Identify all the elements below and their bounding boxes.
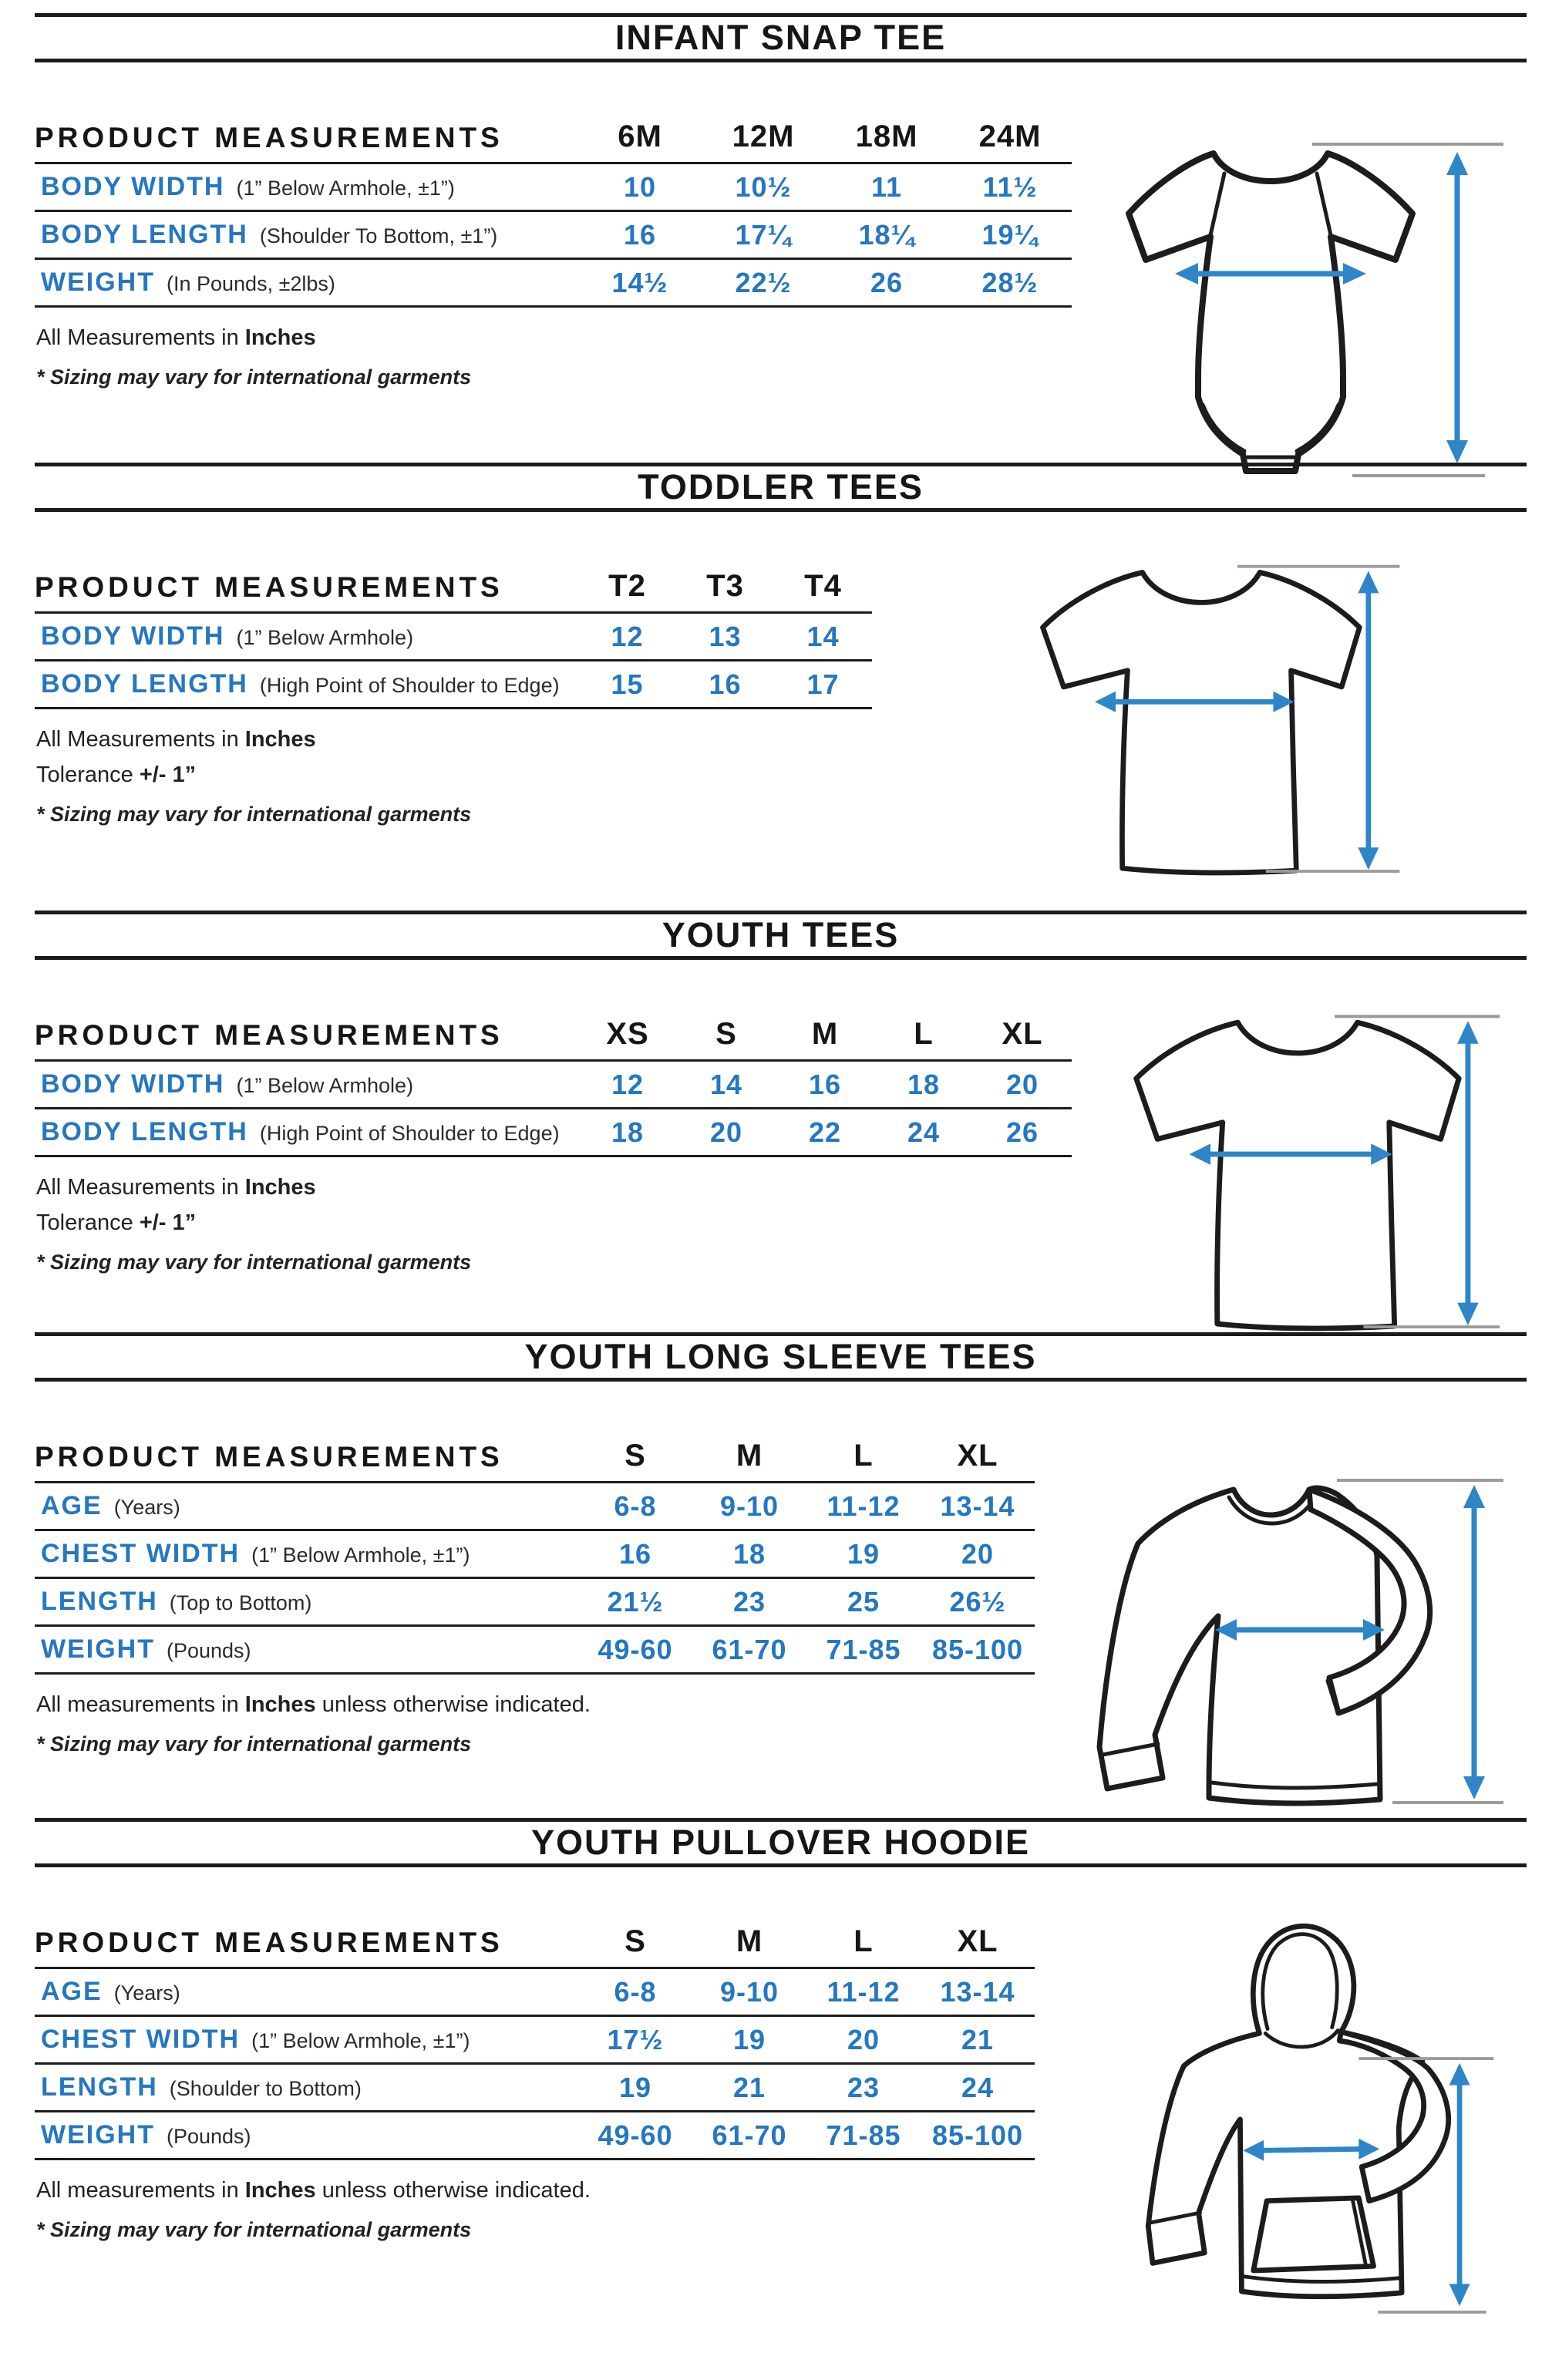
measurement-value: 10½ xyxy=(735,170,792,203)
size-column-header: M xyxy=(811,1017,839,1051)
size-column-header: 12M xyxy=(732,120,795,153)
footnote-text: +/- 1” xyxy=(139,1210,197,1235)
footnote-text: Inches xyxy=(244,2178,316,2203)
measurement-note: (Pounds) xyxy=(166,2125,251,2148)
measurement-value: 71-85 xyxy=(826,1633,901,1665)
measurement-row xyxy=(35,1531,1035,1579)
footnote-text: * Sizing may vary for international garments xyxy=(36,1732,472,1756)
measurement-value: 6-8 xyxy=(614,1490,657,1522)
measurement-value: 21 xyxy=(961,2023,995,2055)
footnote-text: All Measurements in xyxy=(36,1175,245,1200)
section-title: INFANT SNAP TEE xyxy=(614,18,947,57)
size-column-header: T4 xyxy=(804,569,842,603)
garment-illustration xyxy=(1081,112,1513,490)
measurement-label: LENGTH xyxy=(41,2072,158,2102)
measurement-value: 17¼ xyxy=(735,218,792,251)
garment-illustration xyxy=(1083,989,1507,1352)
measurement-value: 16 xyxy=(618,1537,652,1570)
hoodie-illustration-icon xyxy=(1114,1906,1500,2328)
measurement-label: WEIGHT xyxy=(41,2120,155,2149)
measurement-note: (1” Below Armhole, ±1”) xyxy=(251,2029,470,2052)
body-length-arrow-icon xyxy=(1358,571,1379,870)
measurement-label-cell xyxy=(35,1977,578,2007)
measurement-label-cell xyxy=(35,1491,578,1521)
measurement-row xyxy=(35,2065,1035,2112)
table-header-label: PRODUCT MEASUREMENTS xyxy=(35,1927,503,1958)
measurement-value: 22 xyxy=(808,1116,842,1148)
size-column-header: S xyxy=(715,1017,737,1051)
measurements-table xyxy=(35,1432,1035,1675)
measurement-value: 14 xyxy=(709,1068,743,1100)
measurement-note: (Pounds) xyxy=(166,1639,251,1662)
measurement-label: LENGTH xyxy=(41,1587,158,1616)
measurement-value: 17½ xyxy=(607,2023,664,2055)
measurement-value: 18¼ xyxy=(858,218,915,251)
size-column-header: XL xyxy=(957,1924,998,1958)
measurement-label: CHEST WIDTH xyxy=(41,1539,241,1568)
measurement-note: (Years) xyxy=(113,1496,180,1519)
size-column-header: L xyxy=(853,1439,874,1473)
measurement-value: 23 xyxy=(732,1585,766,1618)
size-column-header: 18M xyxy=(855,120,918,153)
measurement-note: (1” Below Armhole, ±1”) xyxy=(251,1543,470,1567)
long-sleeve-tee-illustration-icon xyxy=(1066,1440,1513,1833)
measurement-value: 71-85 xyxy=(826,2119,901,2151)
measurement-label: CHEST WIDTH xyxy=(41,2025,241,2054)
measurement-note: (High Point of Shoulder to Edge) xyxy=(259,1122,560,1145)
measurement-row xyxy=(35,2112,1035,2160)
measurement-label-cell xyxy=(35,669,578,699)
measurement-value: 61-70 xyxy=(712,1633,787,1665)
measurement-note: (Shoulder to Bottom) xyxy=(169,2077,362,2100)
footnote-text: Inches xyxy=(244,727,316,752)
measurement-value: 24 xyxy=(961,2071,995,2103)
section-title-band xyxy=(35,13,1527,62)
footnote-text: * Sizing may vary for international garments xyxy=(36,803,472,826)
size-column-header: M xyxy=(736,1924,763,1958)
onesie-illustration-icon xyxy=(1081,112,1513,490)
measurement-label-cell xyxy=(35,1539,578,1569)
measurement-value: 13-14 xyxy=(940,1490,1015,1522)
measurement-value: 16 xyxy=(623,218,657,251)
measurement-row xyxy=(35,212,1072,260)
measurement-value: 15 xyxy=(611,668,644,700)
measurement-value: 19 xyxy=(618,2071,652,2103)
measurement-value: 20 xyxy=(1005,1068,1039,1100)
measurement-value: 11-12 xyxy=(827,1975,901,2008)
measurement-label-cell xyxy=(35,2025,578,2055)
measurement-value: 21½ xyxy=(607,1585,664,1618)
measurement-row xyxy=(35,164,1072,212)
measurement-note: (1” Below Armhole) xyxy=(236,1074,414,1097)
measurement-value: 13-14 xyxy=(940,1975,1015,2008)
measurement-value: 19¼ xyxy=(981,218,1039,251)
footnote-text: * Sizing may vary for international garments xyxy=(36,365,472,389)
measurement-value: 17 xyxy=(806,668,840,700)
size-column-header: XL xyxy=(957,1439,998,1473)
measurement-note: (1” Below Armhole, ±1”) xyxy=(236,177,455,200)
section-title-band xyxy=(35,1818,1527,1867)
section-title: YOUTH LONG SLEEVE TEES xyxy=(524,1337,1037,1376)
measurement-value: 24 xyxy=(907,1116,941,1148)
measurement-value: 49-60 xyxy=(598,2119,673,2151)
measurement-row xyxy=(35,1483,1035,1531)
measurement-label-cell xyxy=(35,2120,578,2150)
measurement-label-cell xyxy=(35,1634,578,1665)
table-header-label: PRODUCT MEASUREMENTS xyxy=(35,122,503,153)
footnote-text: All Measurements in xyxy=(36,325,245,350)
table-header-row xyxy=(35,1011,1072,1062)
measurement-value: 11-12 xyxy=(827,1490,901,1522)
measurement-value: 18 xyxy=(907,1068,941,1100)
measurement-label-cell xyxy=(35,1069,578,1099)
section-title: TODDLER TEES xyxy=(638,467,924,507)
size-column-header: XS xyxy=(606,1017,649,1051)
measurement-label-cell xyxy=(35,1117,578,1147)
section-youth-tees xyxy=(35,911,1527,1274)
section-title-band xyxy=(35,911,1527,960)
footnote-text: Inches xyxy=(244,1175,316,1200)
table-header-label: PRODUCT MEASUREMENTS xyxy=(35,1441,503,1473)
measurement-row xyxy=(35,2017,1035,2065)
size-column-header: M xyxy=(736,1439,763,1473)
measurement-label: WEIGHT xyxy=(41,1634,155,1664)
measurement-label-cell xyxy=(35,220,578,250)
size-column-header: 6M xyxy=(618,120,662,153)
footnote-text: +/- 1” xyxy=(139,762,197,787)
measurement-row xyxy=(35,260,1072,308)
footnote-text: Inches xyxy=(244,325,316,350)
measurement-value: 21 xyxy=(732,2071,766,2103)
section-infant-snap-tee xyxy=(35,13,1527,389)
measurement-value: 9-10 xyxy=(719,1490,779,1522)
measurement-row xyxy=(35,614,872,661)
footnote-text: Tolerance xyxy=(36,1210,140,1235)
measurement-value: 9-10 xyxy=(719,1975,779,2008)
size-column-header: T3 xyxy=(706,569,744,603)
measurement-value: 23 xyxy=(847,2071,880,2103)
length-arrow-icon xyxy=(1463,1485,1485,1799)
tee-illustration-icon xyxy=(991,540,1407,897)
measurement-note: (Years) xyxy=(113,1981,180,2005)
table-header-label: PRODUCT MEASUREMENTS xyxy=(35,1019,503,1051)
size-column-header: 24M xyxy=(978,120,1042,153)
tee-illustration-icon xyxy=(1083,989,1507,1352)
measurement-value: 20 xyxy=(709,1116,743,1148)
measurement-value: 20 xyxy=(847,2023,880,2055)
size-column-header: S xyxy=(625,1924,646,1958)
size-column-header: L xyxy=(853,1924,874,1958)
measurement-label-cell xyxy=(35,268,578,298)
measurement-value: 19 xyxy=(732,2023,766,2055)
measurement-row xyxy=(35,661,872,709)
measurement-value: 14½ xyxy=(611,266,668,298)
measurement-label-cell xyxy=(35,2072,578,2102)
measurement-value: 16 xyxy=(709,668,742,700)
measurements-table xyxy=(35,1918,1035,2160)
body-length-arrow-icon xyxy=(1457,1021,1478,1325)
measurement-value: 12 xyxy=(611,1068,645,1100)
footnote-text: unless otherwise indicated. xyxy=(315,1692,591,1717)
measurement-value: 6-8 xyxy=(614,1975,657,2008)
length-arrow-icon xyxy=(1449,2063,1470,2306)
size-column-header: XL xyxy=(1002,1017,1043,1051)
section-youth-pullover-hoodie xyxy=(35,1818,1527,2242)
measurement-row xyxy=(35,1062,1072,1109)
measurement-label: BODY LENGTH xyxy=(41,220,248,249)
footnote-text: * Sizing may vary for international garments xyxy=(36,1251,472,1274)
section-toddler-tees xyxy=(35,463,1527,826)
measurement-value: 49-60 xyxy=(598,1633,673,1665)
measurement-value: 26 xyxy=(1005,1116,1039,1148)
measurement-value: 10 xyxy=(623,170,657,203)
measurement-note: (Shoulder To Bottom, ±1”) xyxy=(259,224,498,247)
measurement-value: 26½ xyxy=(949,1585,1006,1618)
measurements-table xyxy=(35,563,872,709)
measurement-value: 25 xyxy=(847,1585,880,1618)
measurement-note: (In Pounds, ±2lbs) xyxy=(166,272,335,295)
measurement-label-cell xyxy=(35,1587,578,1617)
measurement-value: 19 xyxy=(847,1537,880,1570)
measurement-note: (Top to Bottom) xyxy=(169,1591,312,1614)
section-youth-long-sleeve-tees xyxy=(35,1332,1527,1756)
measurement-value: 28½ xyxy=(981,266,1039,298)
footnote-text: Inches xyxy=(244,1692,316,1717)
measurement-value: 13 xyxy=(709,620,742,652)
footnote-text: * Sizing may vary for international garments xyxy=(36,2218,472,2241)
table-header-label: PRODUCT MEASUREMENTS xyxy=(35,571,503,603)
measurement-label: BODY LENGTH xyxy=(41,669,248,699)
measurement-label: BODY WIDTH xyxy=(41,172,225,201)
section-title-band xyxy=(35,463,1527,512)
size-column-header: T2 xyxy=(608,569,646,603)
size-column-header: L xyxy=(914,1017,934,1051)
measurement-value: 11 xyxy=(870,170,903,203)
footnote-text: All measurements in xyxy=(36,2178,245,2203)
measurement-note: (High Point of Shoulder to Edge) xyxy=(259,674,560,697)
measurement-value: 18 xyxy=(611,1116,645,1148)
measurement-value: 18 xyxy=(732,1537,766,1570)
measurement-label: AGE xyxy=(41,1977,103,2006)
footnote-text: All measurements in xyxy=(36,1692,245,1717)
section-title: YOUTH TEES xyxy=(662,915,900,954)
measurement-note: (1” Below Armhole) xyxy=(236,626,414,649)
size-column-header: S xyxy=(625,1439,646,1473)
measurement-value: 85-100 xyxy=(931,2119,1024,2151)
measurement-row xyxy=(35,1627,1035,1675)
section-title: YOUTH PULLOVER HOODIE xyxy=(530,1823,1031,1862)
measurement-value: 11½ xyxy=(982,170,1038,203)
measurement-label: WEIGHT xyxy=(41,268,155,297)
garment-illustration xyxy=(991,540,1407,897)
measurement-row xyxy=(35,1109,1072,1157)
measurement-label-cell xyxy=(35,621,578,651)
table-header-row xyxy=(35,113,1072,164)
measurement-value: 22½ xyxy=(735,266,792,298)
measurement-label: AGE xyxy=(41,1491,103,1520)
measurements-table xyxy=(35,113,1072,308)
table-header-row xyxy=(35,1918,1035,1969)
measurement-value: 14 xyxy=(806,620,840,652)
measurement-row xyxy=(35,1579,1035,1627)
measurement-row xyxy=(35,1969,1035,2017)
body-length-arrow-icon xyxy=(1446,152,1468,463)
footnote-text: All Measurements in xyxy=(36,727,245,752)
section-title-band xyxy=(35,1332,1527,1382)
garment-illustration xyxy=(1114,1906,1500,2328)
footnote-text: Tolerance xyxy=(36,762,140,787)
measurement-value: 20 xyxy=(961,1537,995,1570)
measurement-value: 26 xyxy=(870,266,904,298)
table-header-row xyxy=(35,1432,1035,1483)
measurement-value: 12 xyxy=(611,620,644,652)
footnote-text: unless otherwise indicated. xyxy=(315,2178,591,2203)
measurement-label: BODY LENGTH xyxy=(41,1117,248,1146)
measurement-label-cell xyxy=(35,172,578,202)
garment-illustration xyxy=(1066,1440,1513,1833)
measurement-value: 85-100 xyxy=(931,1633,1024,1665)
table-header-row xyxy=(35,563,872,614)
measurement-label: BODY WIDTH xyxy=(41,621,225,651)
measurement-value: 61-70 xyxy=(712,2119,787,2151)
measurement-value: 16 xyxy=(808,1068,842,1100)
measurements-table xyxy=(35,1011,1072,1157)
measurement-label: BODY WIDTH xyxy=(41,1069,225,1099)
